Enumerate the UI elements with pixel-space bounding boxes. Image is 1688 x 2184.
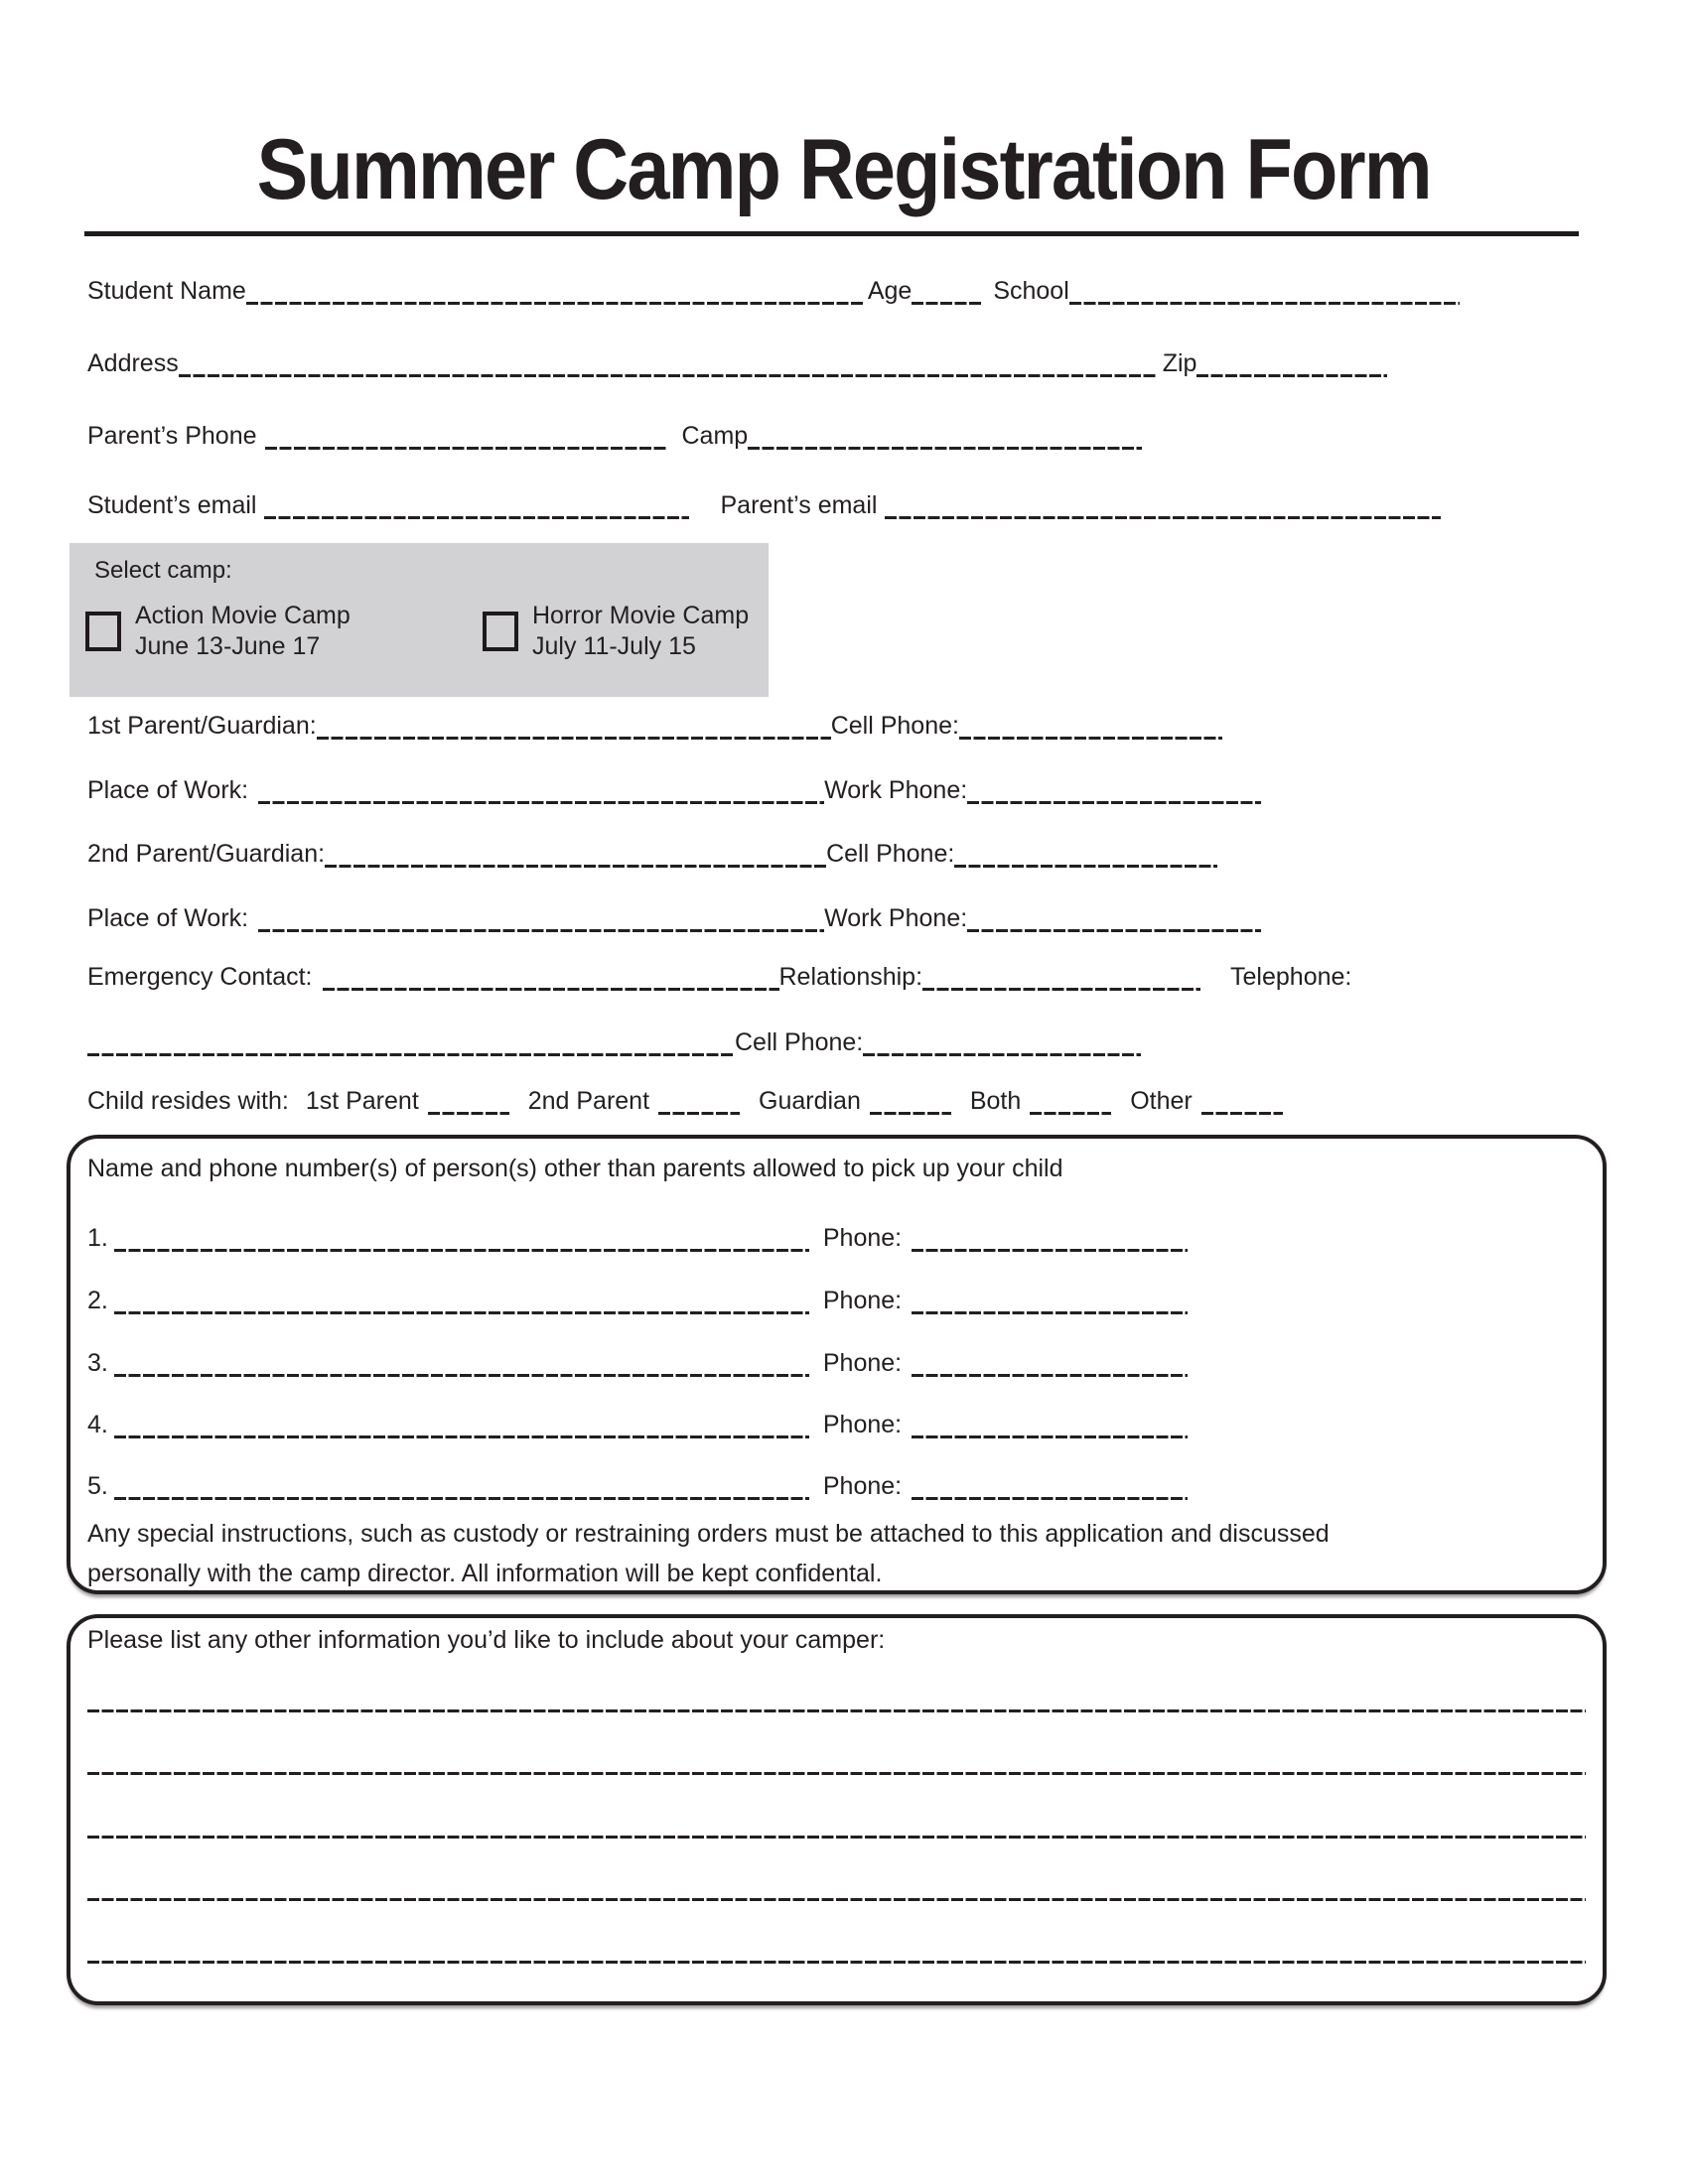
camper-info-line-1[interactable] [87, 1709, 1586, 1712]
row-emergency [87, 962, 1351, 992]
camper-info-line-4[interactable] [87, 1898, 1586, 1901]
pickup-item-5-phone-line[interactable] [912, 1497, 1188, 1500]
camper-info-line-2[interactable] [87, 1772, 1586, 1775]
resides-option-guardian: Guardian [759, 1087, 861, 1115]
emergency-cell-label: Cell Phone: [735, 1028, 864, 1056]
pickup-item-3-phone-line[interactable] [912, 1374, 1188, 1377]
page-title-text: Summer Camp Registration Form [256, 122, 1432, 217]
guardian2-line[interactable] [325, 865, 826, 868]
emergency-cell-line[interactable] [863, 1053, 1141, 1056]
pickup-item-4-phone-line[interactable] [912, 1435, 1188, 1438]
pickup-item-3-phone-label: Phone: [822, 1349, 903, 1377]
pickup-item-1-name-line[interactable] [114, 1249, 809, 1252]
camp-option-action [85, 601, 351, 662]
age-line[interactable] [912, 302, 981, 305]
guardian1-cell-line[interactable] [959, 737, 1222, 740]
guardian1-cell-label: Cell Phone: [830, 712, 959, 740]
work1-label: Place of Work: [87, 776, 249, 804]
camp-option-horror-label [532, 601, 749, 662]
parents-phone-label: Parent’s Phone [87, 422, 257, 450]
row-emergency-cell [87, 1027, 1141, 1057]
resides-label: Child resides with: [87, 1087, 289, 1115]
student-name-line[interactable] [246, 302, 863, 305]
action-movie-camp-checkbox[interactable] [85, 612, 121, 651]
zip-line[interactable] [1196, 374, 1387, 377]
school-line[interactable] [1069, 302, 1460, 305]
student-email-label: Student’s email [87, 491, 257, 519]
row-work1 [87, 775, 1261, 805]
pickup-item-5-phone-label: Phone: [822, 1472, 903, 1500]
resides-option-1st-parent: 1st Parent [305, 1087, 419, 1115]
parent-email-label: Parent’s email [720, 491, 878, 519]
row-guardian2 [87, 839, 1217, 869]
camp-option-action-label [135, 601, 351, 662]
resides-other-line[interactable] [1201, 1112, 1283, 1115]
pickup-item-5-number: 5. [87, 1472, 108, 1500]
guardian2-cell-line[interactable] [954, 865, 1217, 868]
guardian2-cell-label: Cell Phone: [826, 840, 955, 868]
work1-line[interactable] [258, 801, 824, 804]
pickup-item-3-name-line[interactable] [114, 1374, 809, 1377]
pickup-box [67, 1135, 1607, 1594]
guardian1-label: 1st Parent/Guardian: [87, 712, 317, 740]
address-line[interactable] [179, 374, 1158, 377]
pickup-item-3 [87, 1348, 1188, 1378]
resides-2nd-parent-line[interactable] [658, 1112, 740, 1115]
camp-option-action-dates: June 13-June 17 [135, 632, 321, 660]
pickup-item-3-number: 3. [87, 1349, 108, 1377]
pickup-header: Name and phone number(s) of person(s) other than parents allowed to pick up your child [87, 1155, 1063, 1182]
pickup-item-2 [87, 1286, 1188, 1315]
camp-option-horror [483, 601, 749, 662]
pickup-item-1-number: 1. [87, 1224, 108, 1252]
resides-option-both: Both [969, 1087, 1022, 1115]
camp-option-horror-name: Horror Movie Camp [532, 602, 750, 629]
row-address [87, 348, 1387, 378]
row-student-name [87, 276, 1460, 306]
work2-phone-label: Work Phone: [824, 904, 968, 932]
guardian1-line[interactable] [317, 737, 831, 740]
camper-info-line-5[interactable] [87, 1961, 1586, 1964]
work1-phone-line[interactable] [967, 801, 1261, 804]
student-email-line[interactable] [264, 516, 689, 519]
age-label: Age [867, 277, 913, 305]
resides-option-2nd-parent: 2nd Parent [527, 1087, 650, 1115]
horror-movie-camp-checkbox[interactable] [483, 612, 518, 651]
pickup-item-2-number: 2. [87, 1287, 108, 1314]
row-guardian1 [87, 711, 1222, 741]
emergency-contact-line[interactable] [323, 988, 779, 991]
row-parents-phone [87, 421, 1142, 451]
pickup-item-5 [87, 1471, 1188, 1501]
pickup-item-4 [87, 1410, 1188, 1439]
telephone-label: Telephone: [1230, 963, 1352, 991]
camp-select-label: Select camp: [94, 557, 232, 584]
row-resides [87, 1086, 1283, 1116]
pickup-item-4-phone-label: Phone: [822, 1411, 903, 1438]
student-name-label: Student Name [87, 277, 246, 305]
emergency-contact-label: Emergency Contact: [87, 963, 313, 991]
pickup-item-4-number: 4. [87, 1411, 108, 1438]
work1-phone-label: Work Phone: [824, 776, 968, 804]
resides-both-line[interactable] [1030, 1112, 1111, 1115]
resides-guardian-line[interactable] [870, 1112, 951, 1115]
camp-option-action-name: Action Movie Camp [135, 602, 351, 629]
pickup-item-4-name-line[interactable] [114, 1435, 809, 1438]
camp-option-horror-dates: July 11-July 15 [532, 632, 696, 660]
camp-select-box [70, 543, 769, 697]
pickup-item-2-phone-label: Phone: [822, 1287, 903, 1314]
camper-info-line-3[interactable] [87, 1836, 1586, 1839]
school-label: School [993, 277, 1069, 305]
guardian2-label: 2nd Parent/Guardian: [87, 840, 326, 868]
camper-info-box [67, 1614, 1607, 2005]
pickup-item-2-name-line[interactable] [114, 1311, 809, 1314]
address-label: Address [87, 349, 179, 377]
title-rule [84, 231, 1579, 236]
parents-phone-line[interactable] [265, 447, 666, 450]
pickup-item-1-phone-label: Phone: [822, 1224, 903, 1252]
resides-option-other: Other [1130, 1087, 1193, 1115]
pickup-item-5-name-line[interactable] [114, 1497, 809, 1500]
pickup-item-2-phone-line[interactable] [912, 1311, 1188, 1314]
row-work2 [87, 903, 1261, 933]
resides-1st-parent-line[interactable] [428, 1112, 509, 1115]
telephone-line[interactable] [87, 1053, 733, 1056]
pickup-special-instructions-note: Any special instructions, such as custody or restraining orders must be attached to this application and discussed personally with the camp director. All information will be kept confidental. [87, 1520, 1330, 1587]
relationship-line[interactable] [922, 988, 1200, 991]
page-title [0, 121, 1688, 219]
work2-label: Place of Work: [87, 904, 249, 932]
camper-info-header: Please list any other information you’d like to include about your camper: [87, 1626, 886, 1654]
relationship-label: Relationship: [778, 963, 923, 991]
camp-label: Camp [681, 422, 749, 450]
work2-line[interactable] [258, 929, 824, 932]
camp-line[interactable] [748, 447, 1142, 450]
pickup-item-1 [87, 1223, 1188, 1253]
parent-email-line[interactable] [885, 516, 1441, 519]
pickup-item-1-phone-line[interactable] [912, 1249, 1188, 1252]
zip-label: Zip [1162, 349, 1197, 377]
row-emails [87, 490, 1441, 520]
work2-phone-line[interactable] [967, 929, 1261, 932]
